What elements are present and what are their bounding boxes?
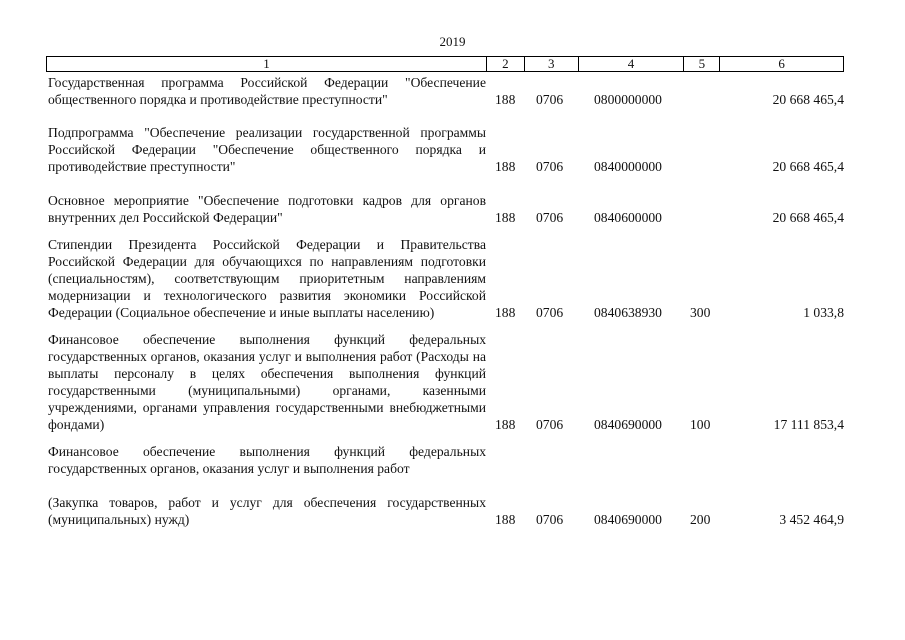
row-target: 0840690000 bbox=[594, 417, 662, 432]
row-description: Финансовое обеспечение выполнения функций федеральных государственных органов, оказания услуг и выполнения работ bbox=[48, 444, 486, 476]
row-target: 0840000000 bbox=[594, 159, 662, 174]
row-target: 0840638930 bbox=[594, 305, 662, 320]
row-section: 0706 bbox=[536, 305, 564, 320]
row-section: 0706 bbox=[536, 159, 564, 174]
row-amount: 20 668 465,4 bbox=[772, 159, 844, 174]
row-amount: 1 033,8 bbox=[803, 305, 844, 320]
column-header-2: 2 bbox=[487, 57, 525, 71]
table-row bbox=[46, 236, 844, 321]
row-grbs: 188 bbox=[495, 305, 516, 320]
row-description: Основное мероприятие "Обеспечение подготовки кадров для органов внутренних дел Российской Федерации" bbox=[48, 193, 486, 225]
row-target: 0840690000 bbox=[594, 512, 662, 527]
column-header-3: 3 bbox=[525, 57, 579, 71]
table-header bbox=[46, 56, 844, 72]
column-header-6: 6 bbox=[778, 56, 785, 71]
row-amount: 17 111 853,4 bbox=[773, 417, 844, 432]
row-section: 0706 bbox=[536, 512, 564, 527]
row-grbs: 188 bbox=[495, 512, 516, 527]
row-section: 0706 bbox=[536, 417, 564, 432]
table-body bbox=[46, 74, 844, 528]
row-section: 0706 bbox=[536, 92, 564, 107]
row-amount: 20 668 465,4 bbox=[772, 210, 844, 225]
table-row bbox=[46, 192, 844, 226]
table-row bbox=[46, 331, 844, 433]
row-expense-type: 300 bbox=[690, 305, 711, 320]
row-description: Подпрограмма "Обеспечение реализации государственной программы Российской Федерации "Обеспечение общественного порядка и противодействие преступности" bbox=[48, 125, 486, 174]
row-amount: 3 452 464,9 bbox=[779, 512, 844, 527]
page-number: 2019 bbox=[439, 34, 466, 49]
table-row bbox=[46, 74, 844, 108]
row-expense-type: 100 bbox=[690, 417, 711, 432]
table-row bbox=[46, 494, 844, 528]
row-target: 0800000000 bbox=[594, 92, 662, 107]
row-description: Финансовое обеспечение выполнения функций федеральных государственных органов, оказания услуг и выполнения работ (Расходы на выплаты персоналу в целях обеспечения выполнения функций государственными (муниципальными) органами, казенными учреждениями, органами управления государственными внебюджетными фондами) bbox=[48, 332, 486, 432]
row-target: 0840600000 bbox=[594, 210, 662, 225]
column-header-4: 4 bbox=[579, 57, 685, 71]
row-grbs: 188 bbox=[495, 159, 516, 174]
row-grbs: 188 bbox=[495, 210, 516, 225]
table-row bbox=[46, 124, 844, 175]
column-header-5: 5 bbox=[684, 57, 720, 71]
row-amount: 20 668 465,4 bbox=[772, 92, 844, 107]
table-row bbox=[46, 443, 844, 477]
column-header-1: 1 bbox=[47, 57, 487, 71]
row-grbs: 188 bbox=[495, 417, 516, 432]
row-expense-type: 200 bbox=[690, 512, 711, 527]
row-grbs: 188 bbox=[495, 92, 516, 107]
row-section: 0706 bbox=[536, 210, 564, 225]
row-description: (Закупка товаров, работ и услуг для обеспечения государственных (муниципальных) нужд) bbox=[48, 495, 486, 527]
row-description: Стипендии Президента Российской Федерации и Правительства Российской Федерации для обучающихся по направлениям подготовки (специальностям), соответствующим приоритетным направлениям модернизации и технологического развития экономики Российской Федерации (Социальное обеспечение и иные выплаты населению) bbox=[48, 237, 486, 320]
row-description: Государственная программа Российской Федерации "Обеспечение общественного порядка и противодействие преступности" bbox=[48, 75, 486, 107]
